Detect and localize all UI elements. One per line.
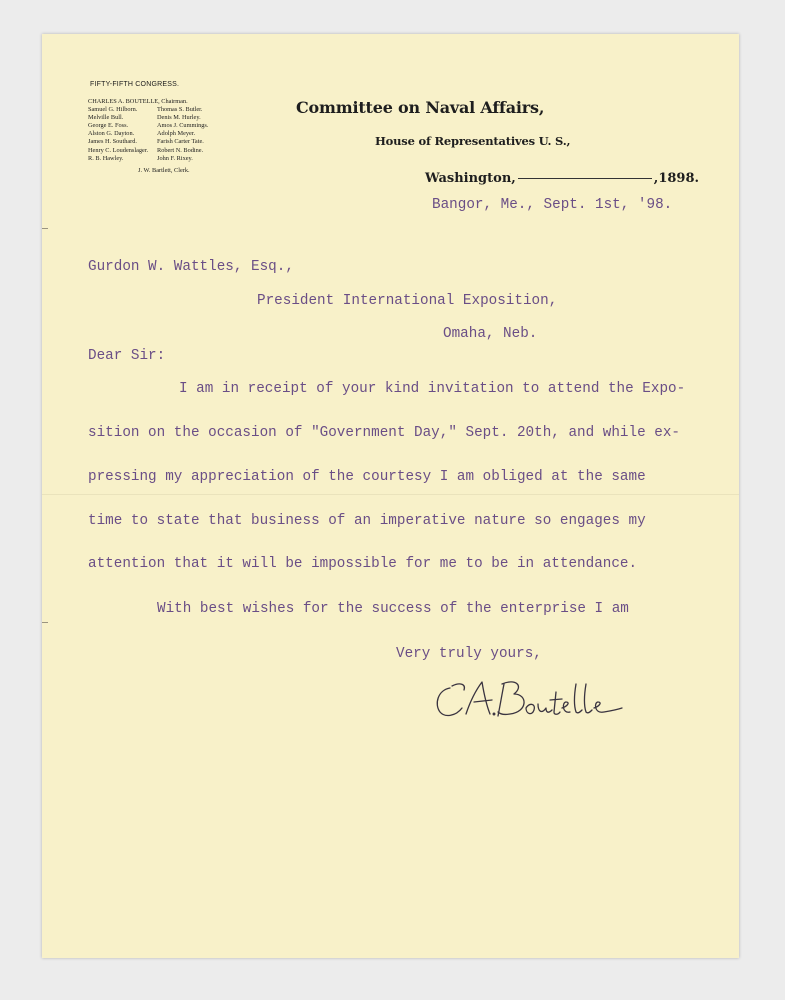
committee-title: Committee on Naval Affairs, <box>296 98 545 117</box>
committee-members-list <box>88 98 208 163</box>
closing: Very truly yours, <box>396 646 542 662</box>
letter-date: Bangor, Me., Sept. 1st, '98. <box>432 197 673 213</box>
body-line: I am in receipt of your kind invitation to attend the Expo- <box>179 381 686 397</box>
letter-paper <box>42 34 739 958</box>
body-line: With best wishes for the success of the enterprise I am <box>157 601 629 617</box>
member-row <box>88 106 208 114</box>
fold-crease <box>42 494 739 495</box>
body-line: time to state that business of an imperative nature so engages my <box>88 513 646 529</box>
member-left: CHARLES A. BOUTELLE, Chairman. <box>88 98 188 105</box>
signature-handwritten <box>430 674 630 724</box>
member-left: R. B. Hawley. <box>88 154 124 162</box>
member-right: John F. Rixey. <box>157 154 193 162</box>
member-row <box>88 98 208 106</box>
member-left: Alston G. Dayton. <box>88 130 135 138</box>
margin-mark-bottom <box>42 622 48 623</box>
member-row <box>88 114 208 122</box>
clerk-name: J. W. Bartlett, Clerk. <box>138 167 190 174</box>
member-left: George E. Foss. <box>88 122 129 130</box>
body-line: pressing my appreciation of the courtesy I am obliged at the same <box>88 469 646 485</box>
dateline-year: ,1898. <box>653 171 700 186</box>
dateline-blank <box>518 178 652 179</box>
salutation: Dear Sir: <box>88 348 166 364</box>
member-right: Thomas S. Butler. <box>157 106 203 114</box>
congress-heading: FIFTY-FIFTH CONGRESS. <box>90 81 180 88</box>
member-right: Amos J. Cummings. <box>157 122 209 130</box>
recipient-title: President International Exposition, <box>257 293 558 309</box>
printed-dateline <box>425 171 699 186</box>
member-row <box>88 122 208 130</box>
member-right: Farish Carter Tate. <box>157 138 204 146</box>
house-subtitle: House of Representatives U. S., <box>375 134 571 148</box>
margin-mark-top <box>42 228 48 229</box>
member-right: Denis M. Hurley. <box>157 114 201 122</box>
member-row <box>88 130 208 138</box>
recipient-name: Gurdon W. Wattles, Esq., <box>88 259 294 275</box>
recipient-city: Omaha, Neb. <box>443 326 538 342</box>
member-left: Melville Bull. <box>88 114 124 122</box>
member-right: Adolph Meyer. <box>157 130 196 138</box>
member-left: Henry C. Loudenslager. <box>88 146 149 154</box>
member-row <box>88 138 208 146</box>
member-row <box>88 147 208 155</box>
member-row <box>88 155 208 163</box>
member-left: Samuel G. Hilborn. <box>88 106 138 114</box>
body-line: sition on the occasion of "Government Day," Sept. 20th, and while ex- <box>88 425 680 441</box>
member-left: James H. Southard. <box>88 138 137 146</box>
body-line: attention that it will be impossible for me to be in attendance. <box>88 556 638 572</box>
dateline-city: Washington, <box>425 171 516 186</box>
member-right: Robert N. Bodine. <box>157 146 204 154</box>
